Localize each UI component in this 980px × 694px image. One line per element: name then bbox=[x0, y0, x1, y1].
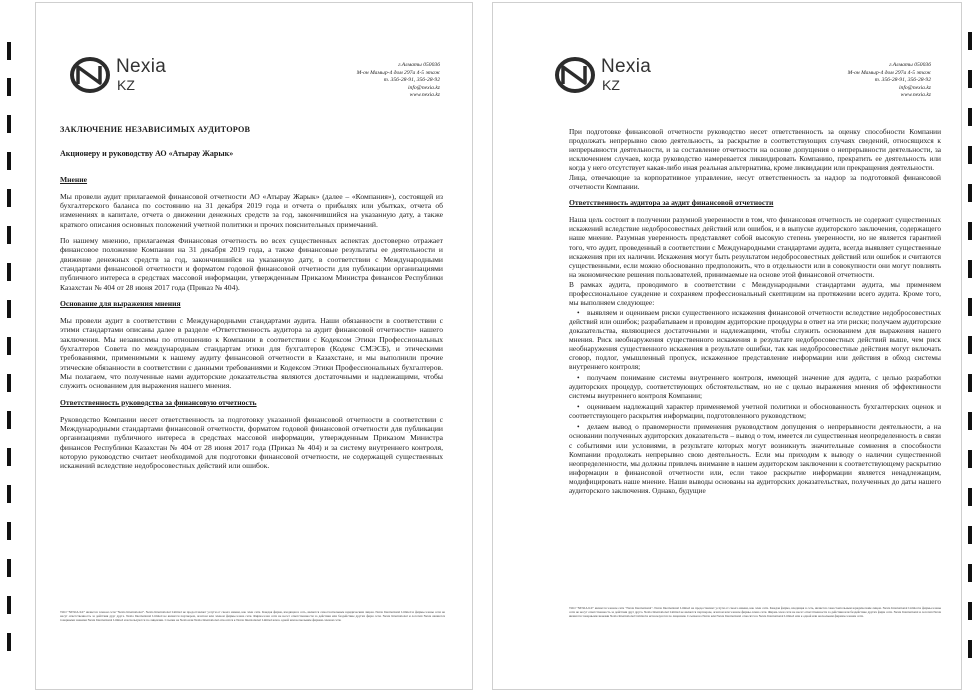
auditor-responsibility-heading: Ответственность аудитора за аудит финансовой отчетности bbox=[569, 198, 774, 208]
auditor-procedures-intro: В рамках аудита, проводимого в соответствии с Международными стандартами аудита, мы применяем профессиональное суждение и сохраняем профессиональный скептицизм на протяжении всего аудита. Кроме того, мы выполняем следующее: bbox=[569, 279, 941, 307]
binder-mark bbox=[7, 300, 11, 318]
address-line: т. 356-28-91, 356-28-92 bbox=[874, 77, 931, 83]
address-line: М-он Мамыр-4 дом 297а 4-5 этаж bbox=[847, 69, 931, 76]
binder-mark bbox=[7, 115, 11, 133]
binder-mark bbox=[968, 602, 972, 620]
binder-mark bbox=[968, 298, 972, 316]
binder-mark bbox=[7, 411, 11, 429]
report-title: ЗАКЛЮЧЕНИЕ НЕЗАВИСИМЫХ АУДИТОРОВ bbox=[60, 125, 251, 134]
auditor-objective-paragraph: Наша цель состоит в получении разумной уверенности в том, что финансовая отчетность не содержит существенных искажений вследствие недобросовестных действий или ошибок, и в выпуске аудиторского заключения, содержащего наше мнение. Разумная уверенность представляет собой высокую степень уверенности, но не является гарантией того, что аудит, проведенный в соответствии с Международными стандартами аудита, всегда выявляет существенные искажения при их наличии. Искажения могут быть результатом недобросовестных действий или ошибок и считаются существенными, если можно обоснованно предположить, что в отдельности или в совокупности они могут повлиять на экономические решения пользователей, принимаемые на основе этой финансовой отчетности. bbox=[569, 215, 941, 279]
basis-paragraph: Мы провели аудит в соответствии с Международными стандартами аудита. Наши обязанности в соответствии с этими стандартами описаны далее в разделе «Ответственность аудитора за аудит финансовой отчетности» нашего заключения. Мы независимы по отношению к Компании в соответствии с Кодексом Этики Профессиональных бухгалтеров Совета по международным стандартам этики для бухгалтеров (Кодекс СМЭСБ), и этическими требованиями, применимыми к нашему аудиту финансовой отчетности в Казахстане, и мы выполнили прочие этические обязанности в соответствии с данными требованиями и Кодексом Этики Профессиональных бухгалтеров. Мы полагаем, что полученные нами аудиторские доказательства являются достаточными и надлежащими, чтобы служить основанием для выражения нашего мнения. bbox=[60, 316, 443, 391]
page-1-footer: ТОО "NEXIA KZ" является членом сети "Nexia International". Nexia International Limited не предоставляет услуги от своего имени, как член сети. Каждая фирма, входящая в сеть, является самостоятельным юридическим лицом. Nexia International Limited и фирмы-члены сети не несут ответственность за действия друг друга. Nexia International Limited не является партнером, агентом или членом фирмы-члена сети. Фирма-член сети не несет ответственности за действия или бездействие других фирм сети. Nexia International и логотип Nexia являются товарными знаками Nexia International Limited и используются по лицензии. Ссылки на Nexia или Nexia International относятся к Nexia International Limited или к одной или нескольким фирмам-членам сети. bbox=[60, 610, 445, 622]
binder-mark bbox=[968, 564, 972, 582]
binder-mark bbox=[7, 522, 11, 540]
opinion-paragraph-2: По нашему мнению, прилагаемая Финансовая отчетность во всех существенных аспектах достоверно отражает финансовое положение Компании на 31 декабря 2019 года, а также финансовые результаты ее деятельности и движение денежных средств за год, закончившийся на указанную дату, в соответствии с Международными стандартами финансовой отчетности и форматом годовой финансовой отчетности для публикации организациями публичного интереса в средствах массовой информации, утвержденным Приказом Министра финансов Республики Казахстан № 404 от 28 июня 2017 года (Приказ № 404). bbox=[60, 236, 443, 292]
binder-mark bbox=[968, 526, 972, 544]
logo-country-text: KZ bbox=[602, 77, 620, 93]
management-responsibility-paragraph: Руководство Компании несет ответственность за подготовку указанной финансовой отчетности в соответствии с Международными стандартами финансовой отчетности, форматом годовой финансовой отчетности для публикации организациями публичного интереса в средствах массовой информации, утвержденным Приказом Министра финансов Республики Казахстан № 404 от 28 июня 2017 года (Приказ № 404) и за систему внутреннего контроля, которую руководство считает необходимой для подготовки финансовой отчетности, не содержащей существенных искажений вследствие недобросовестных действий или ошибок. bbox=[60, 414, 443, 471]
binder-mark bbox=[968, 146, 972, 164]
list-item-text: получаем понимание системы внутреннего контроля, имеющей значение для аудита, с целью разработки аудиторских процедур, соответствующих обстоятельствам, но не с целью выражения мнения об эффективности системы внутреннего контроля Компании; bbox=[569, 373, 941, 401]
address-block bbox=[357, 62, 440, 100]
document-page-2 bbox=[492, 2, 962, 690]
bullet-icon: • bbox=[577, 402, 580, 412]
binder-mark bbox=[7, 189, 11, 207]
binder-mark bbox=[7, 263, 11, 281]
address-line: г.Алматы 050036 bbox=[889, 62, 931, 68]
binder-mark bbox=[7, 226, 11, 244]
going-concern-paragraph: При подготовке финансовой отчетности руководство несет ответственность за оценку способности Компании продолжать непрерывно свою деятельность, за раскрытие в соответствующих случаях сведений, относящихся к непрерывности деятельности, и за составление отчетности на основе допущения о непрерывности деятельности, за исключением случаев, когда руководство намеревается ликвидировать Компанию, прекратить ее деятельность или когда у него отсутствует какая-либо иная реальная альтернатива, кроме ликвидации или прекращения деятельности. bbox=[569, 127, 941, 173]
address-line: т. 356-28-91, 356-28-92 bbox=[383, 77, 440, 83]
binder-mark bbox=[7, 337, 11, 355]
logo-brand-text: Nexia bbox=[116, 56, 167, 77]
address-line: г.Алматы 050036 bbox=[398, 62, 440, 68]
binder-mark bbox=[7, 152, 11, 170]
list-item-text: выявляем и оцениваем риски существенного искажения финансовой отчетности вследствие недобросовестных действий или ошибок; разрабатываем и проводим аудиторские процедуры в ответ на эти риски; получаем аудиторские доказательства, являющиеся достаточными и надлежащими, чтобы служить основанием для выражения нашего мнения. Риск необнаружения существенного искажения в результате недобросовестных действий выше, чем риск необнаружения существенного искажения в результате ошибки, так как недобросовестные действия могут включать сговор, подлог, умышленный пропуск, искаженное представление информации или действия в обход системы внутреннего контроля; bbox=[569, 307, 941, 372]
bullet-icon: • bbox=[577, 373, 580, 383]
list-item bbox=[569, 308, 941, 371]
binder-mark bbox=[968, 32, 972, 50]
nexia-logo-icon bbox=[553, 55, 597, 95]
left-binder-marks bbox=[7, 0, 15, 694]
binder-mark bbox=[7, 559, 11, 577]
nexia-logo-icon bbox=[68, 55, 112, 95]
bullet-icon: • bbox=[577, 422, 580, 432]
auditor-procedures-list bbox=[569, 308, 941, 495]
binder-mark bbox=[968, 70, 972, 88]
basis-heading: Основание для выражения мнения bbox=[60, 298, 181, 308]
list-item bbox=[569, 373, 941, 400]
address-line: www.nexia.kz bbox=[409, 92, 440, 98]
right-binder-marks bbox=[968, 0, 976, 694]
binder-mark bbox=[968, 488, 972, 506]
opinion-heading: Мнение bbox=[60, 174, 88, 184]
bullet-icon: • bbox=[577, 307, 580, 317]
binder-mark bbox=[968, 336, 972, 354]
logo-brand-text: Nexia bbox=[601, 56, 652, 77]
binder-mark bbox=[7, 596, 11, 614]
list-item-text: оцениваем надлежащий характер применяемой учетной политики и обоснованность бухгалтерских оценок и соответствующего раскрытия информации, подготовленного руководством; bbox=[569, 402, 941, 421]
binder-mark bbox=[968, 412, 972, 430]
logo-country-text: KZ bbox=[117, 77, 135, 93]
binder-mark bbox=[968, 450, 972, 468]
binder-mark bbox=[7, 78, 11, 96]
binder-mark bbox=[7, 374, 11, 392]
list-item bbox=[569, 402, 941, 420]
binder-mark bbox=[7, 448, 11, 466]
page-2-footer: ТОО "NEXIA KZ" является членом сети "Nexia International". Nexia International Limited не предоставляет услуги от своего имени, как член сети. Каждая фирма, входящая в сеть, является самостоятельным юридическим лицом. Nexia International Limited и фирмы-члены сети не несут ответственность за действия друг друга. Nexia International Limited не является партнером, агентом или членом фирмы-члена сети. Фирма-член сети не несет ответственности за действия или бездействие других фирм сети. Nexia International и логотип Nexia являются товарными знаками Nexia International Limited и используются по лицензии. Ссылки на Nexia или Nexia International относятся к Nexia International Limited или к одной или нескольким фирмам-членам сети. bbox=[569, 606, 941, 618]
opinion-paragraph-1: Мы провели аудит прилагаемой финансовой отчетности АО «Атырау Жарык» (далее – «Компания»), состоящей из бухгалтерского баланса по состоянию на 31 декабря 2019 года и отчета о прибылях или убытках, отчета об изменениях в капитале, отчета о движении денежных средств за год, закончившийся на указанную дату, а также краткого описания основных положений учетной политики и прочих пояснительных примечаний. bbox=[60, 191, 443, 229]
address-line: info@nexia.kz bbox=[898, 84, 931, 91]
binder-mark bbox=[968, 184, 972, 202]
management-responsibility-heading: Ответственность руководства за финансовую отчетность bbox=[60, 397, 257, 407]
list-item-text: делаем вывод о правомерности применения руководством допущения о непрерывности деятельности, а на основании полученных аудиторских доказательств – вывод о том, имеется ли существенная неопределенность в связи с событиями или условиями, в результате которых могут возникнуть значительные сомнения в способности Компании продолжать непрерывно свою деятельность. Если мы приходим к выводу о наличии существенной неопределенности, мы должны привлечь внимание в нашем аудиторском заключении к соответствующему раскрытию информации в финансовой отчетности или, если такое раскрытие информации является ненадлежащим, модифицировать наше мнение. Наши выводы основаны на аудиторских доказательствах, полученных до даты нашего аудиторского заключения. Однако, будущие bbox=[569, 422, 941, 495]
document-page-1 bbox=[35, 2, 473, 690]
list-item bbox=[569, 422, 941, 494]
binder-mark bbox=[968, 260, 972, 278]
page-2-body bbox=[569, 127, 941, 497]
binder-mark bbox=[7, 633, 11, 651]
binder-mark bbox=[968, 222, 972, 240]
addressee-heading: Акционеру и руководству АО «Атырау Жарык» bbox=[60, 149, 234, 159]
binder-mark bbox=[7, 485, 11, 503]
address-line: www.nexia.kz bbox=[900, 92, 931, 98]
binder-mark bbox=[968, 640, 972, 658]
binder-mark bbox=[968, 374, 972, 392]
address-line: М-он Мамыр-4 дом 297а 4-5 этаж bbox=[356, 69, 440, 76]
address-line: info@nexia.kz bbox=[407, 84, 440, 91]
page-1-body bbox=[60, 125, 443, 478]
governance-paragraph: Лица, отвечающие за корпоративное управление, несут ответственность за надзор за подготовкой финансовой отчетности Компании. bbox=[569, 173, 941, 192]
address-block bbox=[848, 62, 931, 100]
binder-mark bbox=[7, 42, 11, 60]
binder-mark bbox=[968, 108, 972, 126]
